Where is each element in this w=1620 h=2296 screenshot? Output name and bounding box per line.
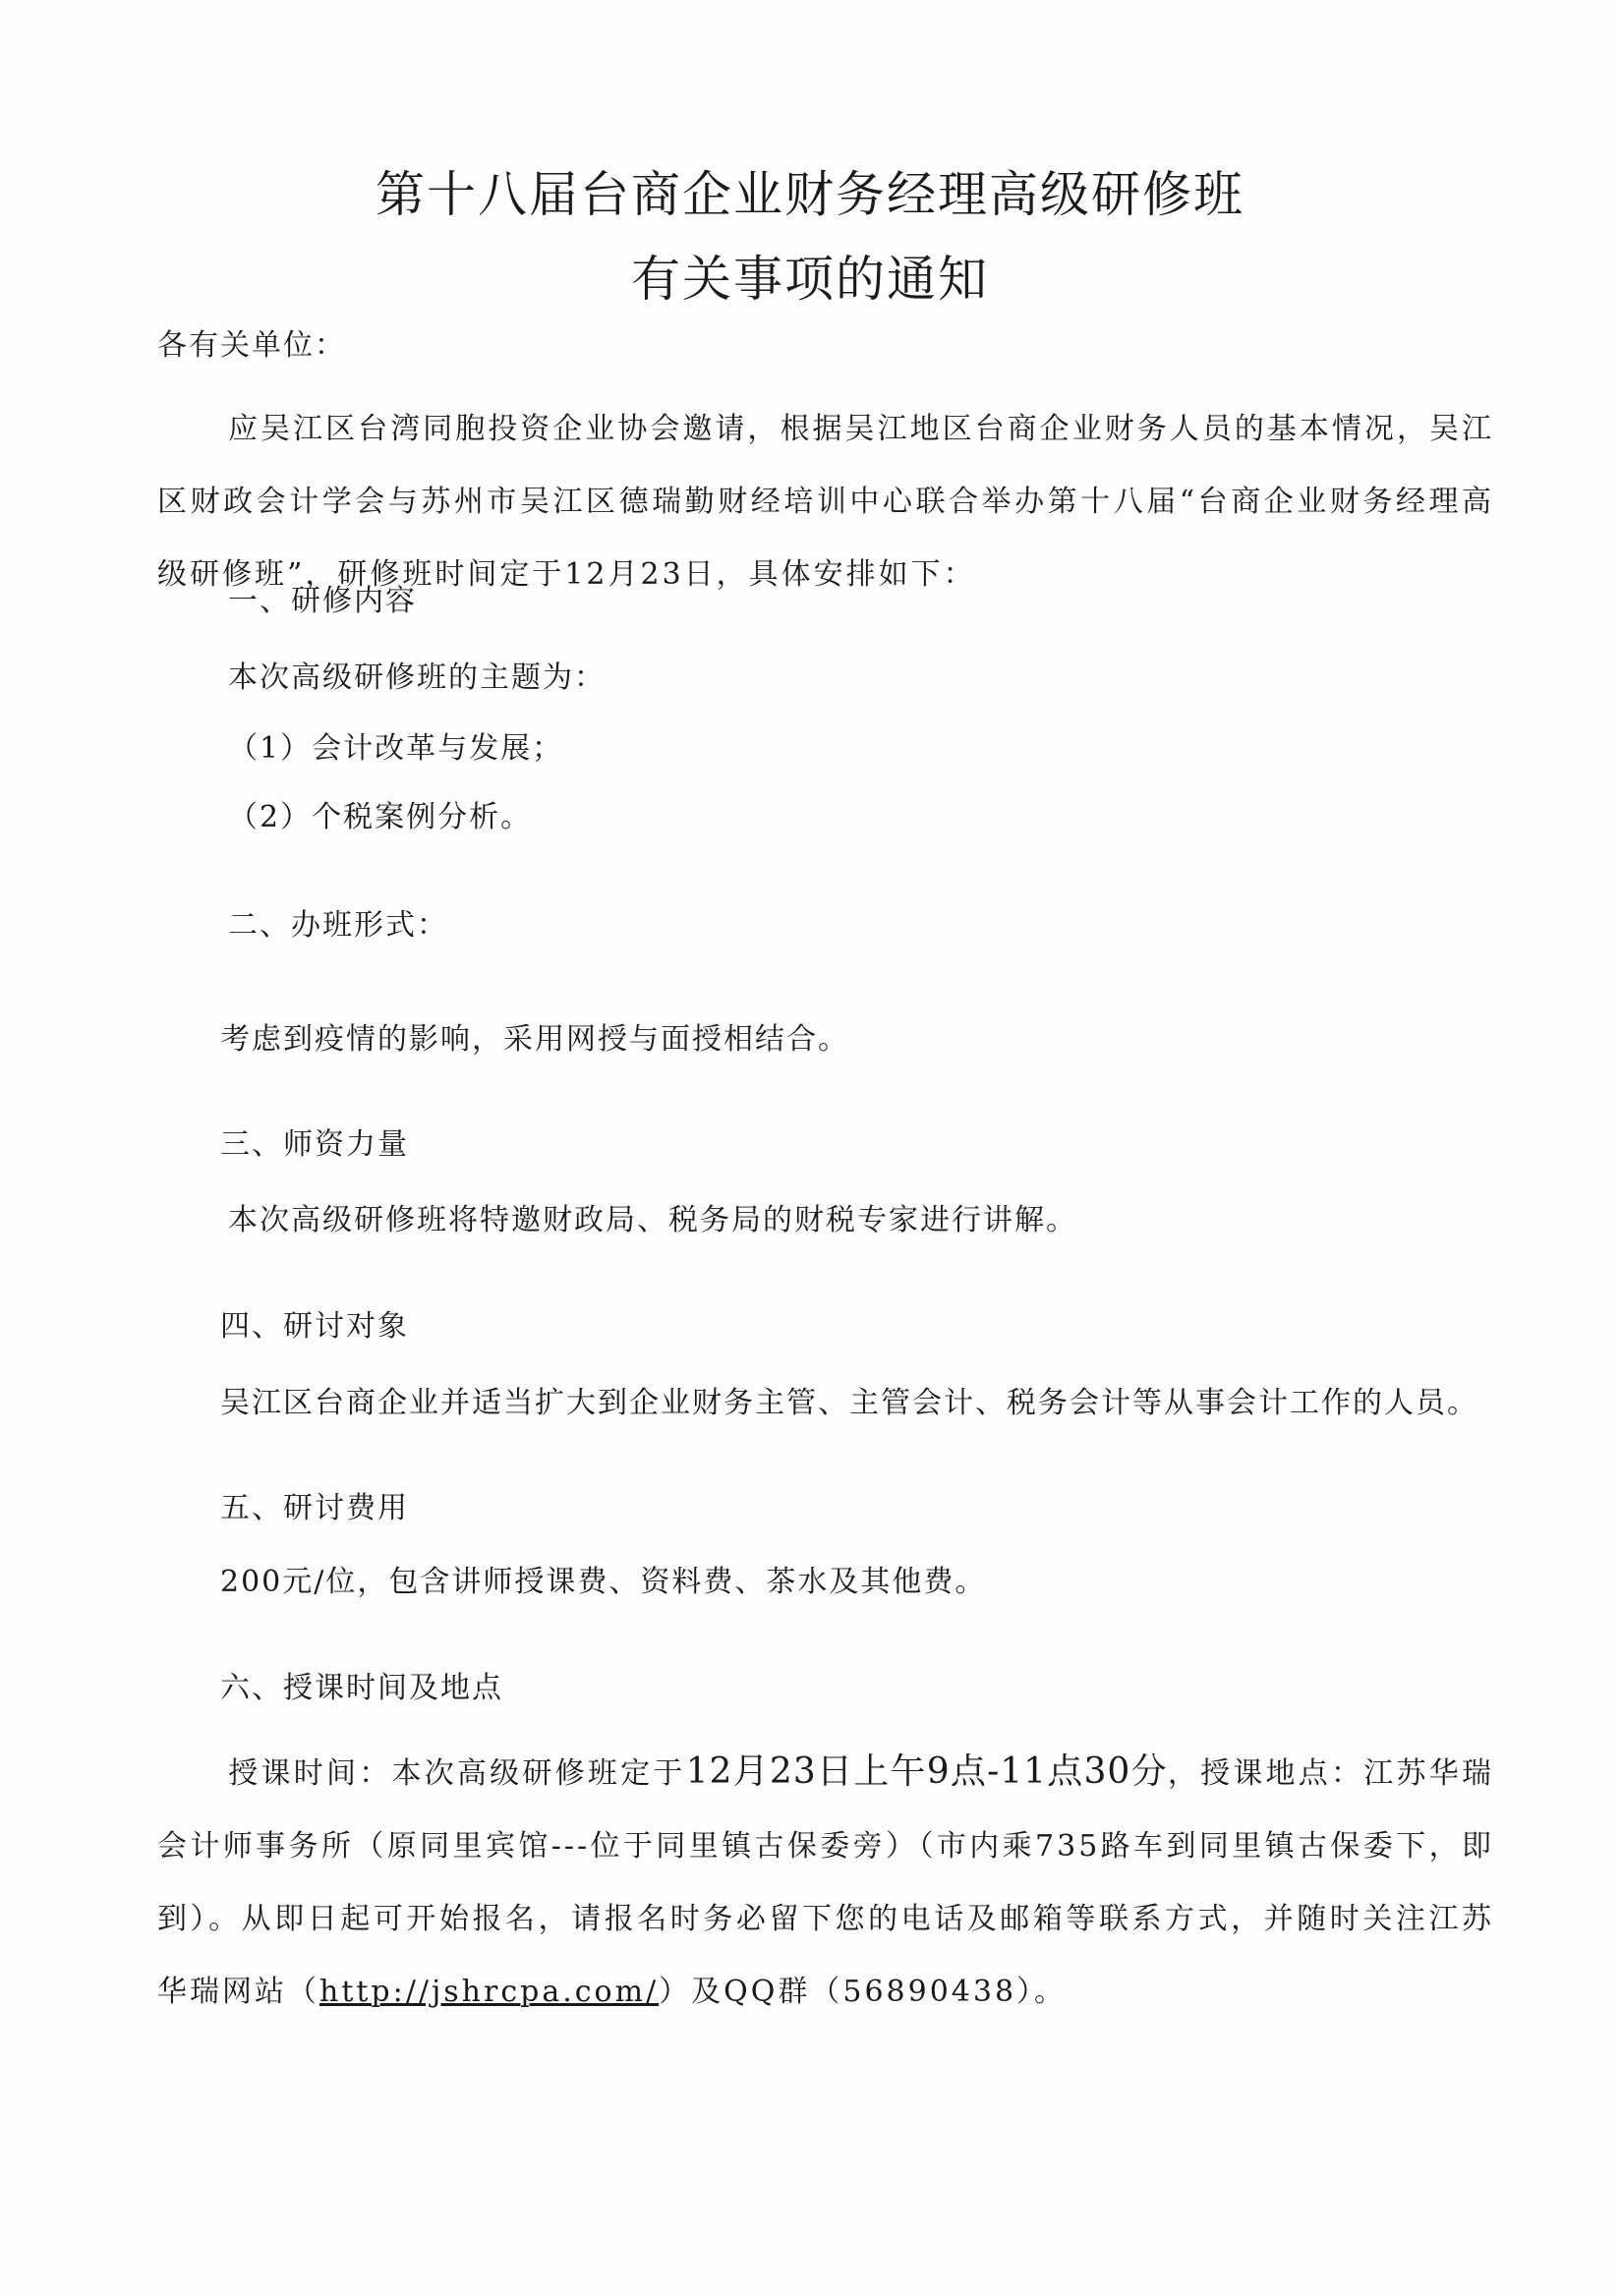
- section-5-body: 200元/位，包含讲师授课费、资料费、茶水及其他费。: [220, 1565, 987, 1599]
- intro-paragraph: [157, 393, 1494, 611]
- section-4-body: 吴江区台商企业并适当扩大到企业财务主管、主管会计、税务会计等从事会计工作的人员。: [220, 1386, 1478, 1420]
- section-6-time: 12月23日上午9点-11点30分: [685, 1751, 1168, 1792]
- website-link[interactable]: http://jshrcpa.com/: [319, 1975, 660, 2009]
- section-3-heading: 三、师资力量: [220, 1127, 409, 1162]
- section-1-heading: 一、研修内容: [228, 584, 417, 618]
- section-5-heading: 五、研讨费用: [220, 1491, 409, 1525]
- section-6-text-1: 授课时间：本次高级研修班定于: [228, 1756, 686, 1791]
- section-2-heading: 二、办班形式：: [228, 908, 448, 943]
- section-3-body: 本次高级研修班将特邀财政局、税务局的财税专家进行讲解。: [228, 1203, 1077, 1237]
- document-subtitle: 有关事项的通知: [631, 251, 989, 308]
- section-6-text-2: ，授课地点：江苏华瑞会计师事务所（原同里宾馆---位于同里镇古保委旁）（市内乘735路车到同里镇古保委下，即到）。从即日起可开始报名，请报名时务必留下您的电话及邮箱等联系方式，并随时关注江苏华瑞网站（: [157, 1756, 1494, 2009]
- intro-text: 应吴江区台湾同胞投资企业协会邀请，根据吴江地区台商企业财务人员的基本情况，吴江区财政会计学会与苏州市吴江区德瑞勤财经培训中心联合举办第十八届“台商企业财务经理高级研修班”，研修班时间定于12月23日，具体安排如下：: [157, 412, 1494, 592]
- document-title: 第十八届台商企业财务经理高级研修班: [376, 166, 1244, 223]
- section-1-lead: 本次高级研修班的主题为：: [228, 660, 606, 695]
- section-4-heading: 四、研讨对象: [220, 1309, 409, 1344]
- section-6-body: [157, 1736, 1494, 2029]
- section-6-heading: 六、授课时间及地点: [220, 1671, 503, 1705]
- salutation: 各有关单位：: [157, 328, 346, 363]
- section-2-body: 考虑到疫情的影响，采用网授与面授相结合。: [220, 1022, 849, 1057]
- section-6-text-3: ）及QQ群（56890438）。: [659, 1975, 1068, 2009]
- section-1-item-1: （1）会计改革与发展；: [228, 731, 564, 766]
- section-1-item-2: （2）个税案例分析。: [228, 800, 533, 834]
